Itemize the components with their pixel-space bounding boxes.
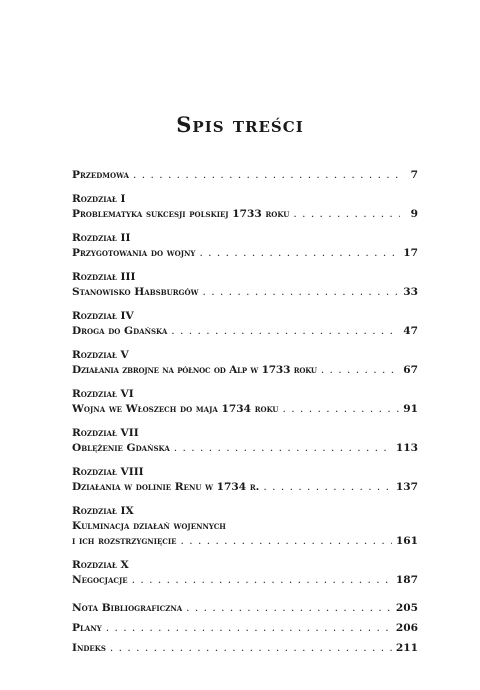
toc-chapter-label: Rozdział III <box>72 271 136 283</box>
toc-entry-page: 205 <box>395 602 418 614</box>
dot-leader <box>263 480 392 495</box>
toc-entry-page: 91 <box>403 403 418 415</box>
dot-leader <box>293 207 400 222</box>
page-title: Spis treści <box>176 112 304 137</box>
dot-leader <box>283 402 400 417</box>
toc-entry-title: Stanowisko Habsburgów <box>72 286 199 298</box>
toc-entry-przedmowa <box>72 168 418 183</box>
toc-entry-page: 9 <box>410 208 418 220</box>
toc-entry-chapter-7 <box>72 426 418 456</box>
toc-entry-title: Działania w dolinie Renu w 1734 r. <box>72 481 260 493</box>
toc-entry-page: 67 <box>403 364 418 376</box>
toc-chapter-label: Rozdział V <box>72 349 129 361</box>
toc-entry-indeks <box>72 641 418 656</box>
dot-leader <box>186 601 392 616</box>
toc-entry-title: Indeks <box>72 642 106 654</box>
toc-entry-chapter-5 <box>72 348 418 378</box>
toc-entry-title: Plany <box>72 622 102 634</box>
dot-leader <box>321 363 399 378</box>
toc-entry-title: Negocjacje <box>72 574 128 586</box>
toc-entry-title: Problematyka sukcesji polskiej 1733 roku <box>72 208 290 220</box>
toc-entry-plany <box>72 621 418 636</box>
toc-chapter-label: Rozdział VIII <box>72 466 144 478</box>
dot-leader <box>181 534 392 549</box>
toc-entry-title: Droga do Gdańska <box>72 325 168 337</box>
toc-entry-title: Działania zbrojne na północ od Alp w 1733 roku <box>72 364 317 376</box>
toc-chapter-label: Rozdział II <box>72 232 131 244</box>
toc-entry-page: 47 <box>403 325 418 337</box>
toc-entry-chapter-1 <box>72 192 418 222</box>
toc-entry-title: Nota Bibliograficzna <box>72 602 183 614</box>
toc-chapter-label: Rozdział X <box>72 559 129 571</box>
toc-entry-page: 7 <box>410 169 418 181</box>
toc-entry-chapter-8 <box>72 465 418 495</box>
toc-entry-page: 137 <box>395 481 418 493</box>
toc-chapter-label: Rozdział IV <box>72 310 134 322</box>
toc-entry-chapter-2 <box>72 231 418 261</box>
dot-leader <box>202 285 399 300</box>
toc-entry-title: Oblężenie Gdańska <box>72 442 170 454</box>
toc-entry-title-line-1: Kulminacja działań wojennych <box>72 520 226 532</box>
toc-entry-chapter-9 <box>72 504 418 549</box>
toc-entry-page: 161 <box>395 535 418 547</box>
toc-entry-title: Przedmowa <box>72 169 129 181</box>
toc-chapter-label: Rozdział VII <box>72 427 139 439</box>
toc-entry-page: 187 <box>395 574 418 586</box>
toc-entry-chapter-6 <box>72 387 418 417</box>
toc-entry-chapter-3 <box>72 270 418 300</box>
table-of-contents <box>72 168 418 656</box>
dot-leader <box>133 168 400 183</box>
toc-entry-title: Przygotowania do wojny <box>72 247 196 259</box>
dot-leader <box>110 641 392 656</box>
dot-leader <box>199 246 399 261</box>
dot-leader <box>106 621 392 636</box>
toc-entry-page: 113 <box>395 442 418 454</box>
toc-chapter-label: Rozdział I <box>72 193 126 205</box>
toc-entry-title-line-2: i ich rozstrzygnięcie <box>72 535 177 547</box>
dot-leader <box>171 324 399 339</box>
toc-entry-nota-bibliograficzna <box>72 601 418 616</box>
toc-chapter-label: Rozdział IX <box>72 505 134 517</box>
toc-entry-title: Wojna we Włoszech do maja 1734 roku <box>72 403 279 415</box>
toc-entry-page: 17 <box>403 247 418 259</box>
toc-chapter-label: Rozdział VI <box>72 388 134 400</box>
toc-entry-page: 211 <box>395 642 418 654</box>
dot-leader <box>132 573 392 588</box>
toc-entry-chapter-10 <box>72 558 418 588</box>
toc-entry-page: 33 <box>403 286 418 298</box>
toc-entry-page: 206 <box>395 622 418 634</box>
dot-leader <box>174 441 392 456</box>
toc-entry-chapter-4 <box>72 309 418 339</box>
